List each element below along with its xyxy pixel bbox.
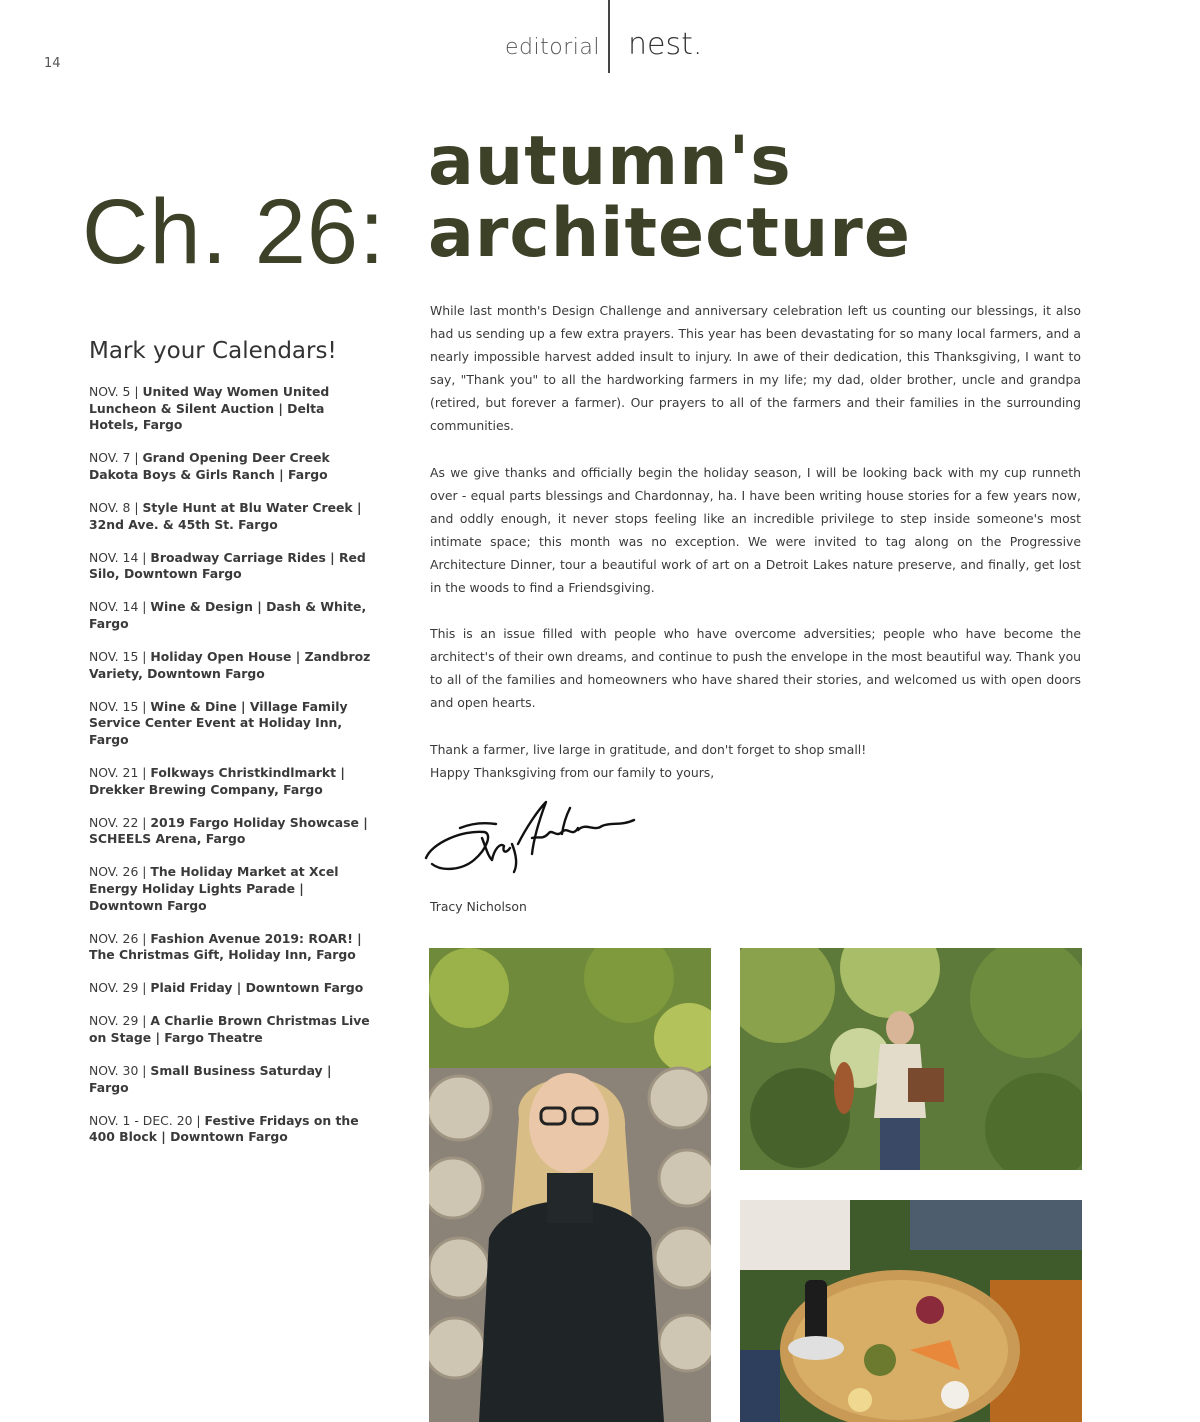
event-date: NOV. 30 | (89, 1063, 151, 1079)
calendar-event (89, 1113, 374, 1146)
event-date: NOV. 29 | (89, 1013, 151, 1029)
calendar-event (89, 599, 374, 632)
calendar-event (89, 450, 374, 483)
calendar-event (89, 765, 374, 798)
event-date: NOV. 5 | (89, 384, 143, 399)
event-name: The Holiday Market at Xcel Energy Holiday Lights Parade | Downtown Fargo (89, 864, 339, 913)
calendar-event (89, 384, 374, 434)
event-date: NOV. 22 | (89, 814, 151, 830)
event-name: Small Business Saturday | Fargo (89, 1063, 332, 1095)
event-date: NOV. 21 | (89, 765, 151, 780)
table-photo (740, 1200, 1082, 1422)
event-name: Fashion Avenue 2019: ROAR! | The Christmas Gift, Holiday Inn, Fargo (89, 930, 362, 963)
closing-line: Thank a farmer, live large in gratitude, and don't forget to shop small! (430, 741, 867, 757)
event-name: Style Hunt at Blu Water Creek | 32nd Ave. & 45th St. Fargo (89, 499, 362, 532)
calendar-event (89, 980, 374, 997)
event-list (89, 384, 374, 1146)
woods-photo (740, 948, 1082, 1170)
event-date: NOV. 15 | (89, 649, 151, 665)
editor-letter (430, 299, 1081, 784)
signer-name: Tracy Nicholson (430, 899, 527, 914)
event-name: United Way Women United Luncheon & Silent Auction | Delta Hotels, Fargo (89, 384, 330, 433)
calendar-title: Mark your Calendars! (89, 338, 337, 364)
section-label: editorial (505, 35, 600, 60)
calendar-event (89, 1013, 374, 1046)
event-date: NOV. 14 | (89, 549, 151, 565)
signature-icon (422, 798, 638, 876)
event-name: Folkways Christkindlmarkt | Drekker Brewing Company, Fargo (89, 765, 345, 797)
event-name: Wine & Design | Dash & White, Fargo (89, 599, 367, 631)
event-name: A Charlie Brown Christmas Live on Stage | Fargo Theatre (89, 1013, 370, 1046)
headline-line-2: architecture (428, 194, 911, 273)
header-divider (608, 0, 610, 73)
headline-line-1: autumn's (428, 122, 792, 201)
event-date: NOV. 1 - DEC. 20 | (89, 1112, 205, 1128)
calendar-event (89, 931, 374, 964)
letter-paragraph: This is an issue filled with people who have overcome adversities; people who have become the architect's of their own dreams, and continue to push the envelope in the most beautiful way. Thank you to all of the families and homeowners who have shared their stories, and welcomed us with open doors and open hearts. (430, 626, 1081, 711)
letter-paragraph: While last month's Design Challenge and anniversary celebration left us counting our blessings, it also had us sending up a few extra prayers. This year has been devastating for so many local farmers, and a nearly impossible harvest added insult to injury. In awe of their dedication, this Thanksgiving, I want to say, "Thank you" to all the hardworking farmers in my life; my dad, older brother, uncle and grandpa (retired, but forever a farmer). Our prayers to all of the farmers and their families in the surrounding communities. (430, 303, 1081, 434)
event-date: NOV. 7 | (89, 450, 143, 466)
event-date: NOV. 29 | (89, 980, 151, 996)
event-name: Plaid Friday | Downtown Fargo (150, 980, 364, 996)
chapter-label: Ch. 26: (82, 181, 386, 283)
calendar-event (89, 649, 374, 682)
magazine-logo: nest. (628, 27, 703, 62)
event-date: NOV. 26 | (89, 930, 151, 946)
page-number: 14 (44, 56, 61, 71)
event-name: Wine & Dine | Village Family Service Center Event at Holiday Inn, Fargo (89, 698, 348, 747)
portrait-photo (429, 948, 711, 1422)
calendar-event (89, 699, 374, 749)
headline (428, 122, 911, 273)
event-name: Festive Fridays on the 400 Block | Downtown Fargo (89, 1112, 359, 1145)
calendar-event (89, 864, 374, 914)
calendar-event (89, 550, 374, 583)
event-date: NOV. 26 | (89, 864, 151, 880)
calendar-event (89, 500, 374, 533)
event-date: NOV. 8 | (89, 499, 143, 515)
letter-paragraph: As we give thanks and officially begin the holiday season, I will be looking back with my cup runneth over - equal parts blessings and Chardonnay, ha. I have been writing house stories for a few years now, and oddly enough, it never stops feeling like an incredible privilege to step inside someone's most intimate space; this month was no exception. We were invited to tag along on the Progressive Architecture Dinner, tour a beautiful work of art on a Detroit Lakes nature preserve, and finally, get lost in the woods to find a Friendsgiving. (430, 464, 1081, 596)
event-date: NOV. 15 | (89, 698, 151, 714)
event-name: Grand Opening Deer Creek Dakota Boys & Girls Ranch | Fargo (89, 450, 330, 482)
event-name: Holiday Open House | Zandbroz Variety, Downtown Fargo (89, 649, 371, 681)
event-date: NOV. 14 | (89, 599, 151, 615)
calendar-event (89, 815, 374, 848)
calendar-sidebar (89, 338, 374, 1163)
event-name: Broadway Carriage Rides | Red Silo, Downtown Fargo (89, 549, 366, 582)
event-name: 2019 Fargo Holiday Showcase | SCHEELS Arena, Fargo (89, 814, 368, 847)
closing-line: Happy Thanksgiving from our family to yours, (430, 764, 715, 780)
calendar-event (89, 1063, 374, 1096)
